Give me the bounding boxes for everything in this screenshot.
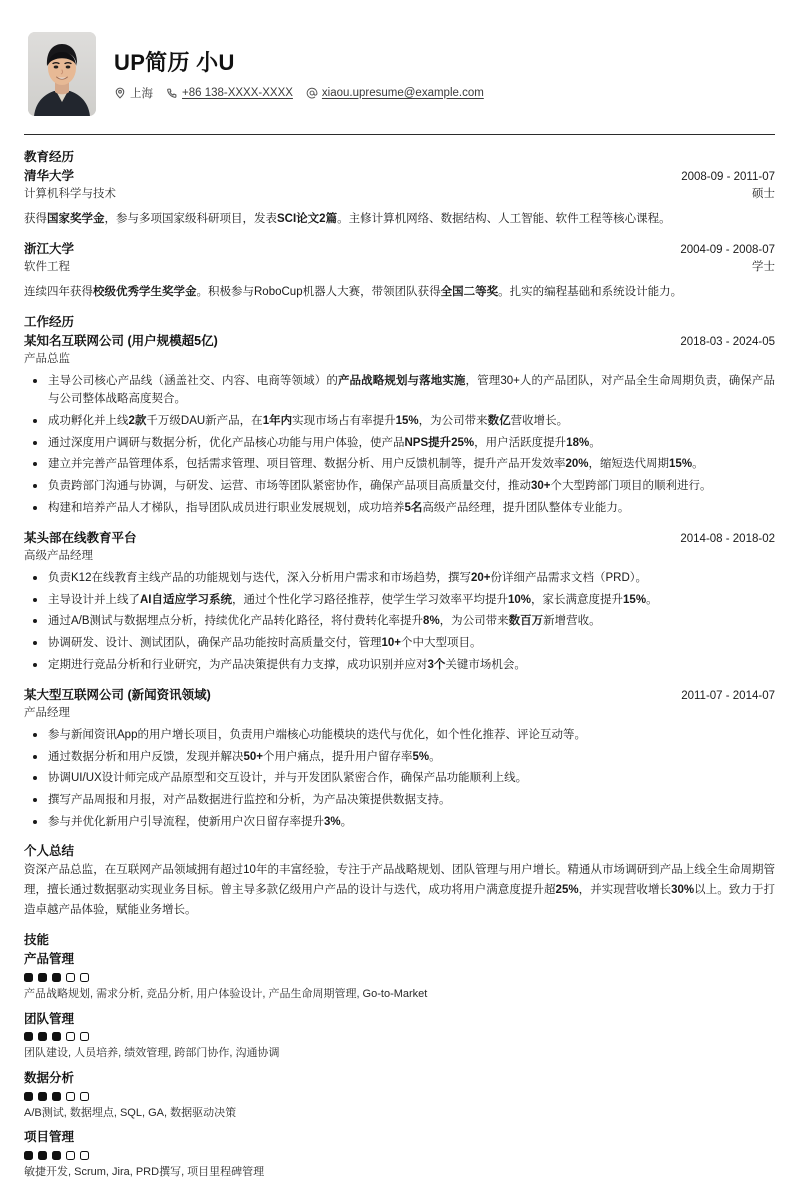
rating-dot-filled [38,973,47,982]
summary-text: 资深产品总监，在互联网产品领域拥有超过10年的丰富经验，专注于产品战略规划、团队管理与用户增长。精通从市场调研到产品上线全生命周期管理，擅长通过数据驱动实现业务目标。曾主导多款亿级用户产品的设计与迭代，成功将用户满意度提升超25%，并实现营收增长30%以上。致力于打造卓越产品体验，赋能业务增长。 [24,864,775,916]
rating-dot-empty [80,973,89,982]
skill-rating [24,973,775,982]
section-title-work: 工作经历 [24,314,75,329]
work-date: 2018-03 - 2024-05 [680,335,775,348]
section-summary [24,843,775,920]
section-work [24,314,775,831]
bullet-item: 成功孵化并上线2款千万级DAU新产品，在1年内实现市场占有率提升15%，为公司带来数亿营收增长。 [24,412,775,431]
skill-tags: A/B测试, 数据埋点, SQL, GA, 数据驱动决策 [24,1106,237,1119]
skill-name: 团队管理 [24,1011,75,1026]
work-role: 产品总监 [24,352,70,365]
rating-dot-filled [24,1032,33,1041]
resume-header [24,28,775,116]
work-company: 某头部在线教育平台 [24,531,137,546]
section-skills [24,932,775,1180]
bullet-item: 撰写产品周报和月报，对产品数据进行监控和分析，为产品决策提供数据支持。 [24,791,775,810]
location-pin-icon [114,87,126,99]
work-company: 某大型互联网公司 (新闻资讯领域) [24,688,211,703]
rating-dot-empty [66,1151,75,1160]
education-date: 2008-09 - 2011-07 [681,170,775,183]
contact-list [114,85,493,101]
skill-name: 产品管理 [24,952,75,967]
at-sign-icon [306,87,318,99]
rating-dot-filled [38,1151,47,1160]
bullet-item: 建立并完善产品管理体系，包括需求管理、项目管理、数据分析、用户反馈机制等，提升产品开发效率20%，缩短迭代周期15%。 [24,455,775,474]
work-company: 某知名互联网公司 (用户规模超5亿) [24,333,218,348]
phone-icon [166,87,178,99]
work-bullet-list [24,726,775,831]
bullet-item: 协调UI/UX设计师完成产品原型和交互设计，并与开发团队紧密合作，确保产品功能顺利上线。 [24,769,775,788]
skill-tags: 团队建设, 人员培养, 绩效管理, 跨部门协作, 沟通协调 [24,1047,280,1060]
skill-name: 项目管理 [24,1130,75,1145]
education-school: 清华大学 [24,168,75,183]
work-role: 高级产品经理 [24,549,93,562]
bullet-item: 负责跨部门沟通与协调，与研发、运营、市场等团队紧密协作，确保产品项目高质量交付，推动30+个大型跨部门项目的顺利进行。 [24,477,775,496]
work-date: 2011-07 - 2014-07 [681,690,775,703]
rating-dot-filled [52,1092,61,1101]
contact-phone-text[interactable]: +86 138-XXXX-XXXX [182,86,293,99]
education-entry [24,167,775,229]
rating-dot-empty [80,1032,89,1041]
work-bullet-list [24,569,775,674]
education-degree: 学士 [752,261,775,274]
bullet-item: 构建和培养产品人才梯队，指导团队成员进行职业发展规划，成功培养5名高级产品经理，提升团队整体专业能力。 [24,499,775,518]
education-major: 计算机科学与技术 [24,187,116,200]
skill-tags: 产品战略规划, 需求分析, 竞品分析, 用户体验设计, 产品生命周期管理, Go-to-Market [24,988,428,1001]
work-entry [24,529,775,674]
work-entry [24,332,775,517]
rating-dot-filled [24,1092,33,1101]
contact-email[interactable] [306,87,484,99]
rating-dot-empty [80,1151,89,1160]
rating-dot-filled [52,1032,61,1041]
bullet-item: 定期进行竞品分析和行业研究，为产品决策提供有力支撑，成功识别并应对3个关键市场机会。 [24,656,775,675]
skill-rating [24,1092,775,1101]
bullet-item: 参与新闻资讯App的用户增长项目，负责用户端核心功能模块的迭代与优化，如个性化推荐、评论互动等。 [24,726,775,745]
section-title-skills: 技能 [24,933,50,948]
rating-dot-empty [66,973,75,982]
skill-tags: 敏捷开发, Scrum, Jira, PRD撰写, 项目里程碑管理 [24,1165,265,1178]
rating-dot-empty [66,1092,75,1101]
section-title-summary: 个人总结 [24,844,75,859]
contact-phone[interactable] [166,87,293,99]
rating-dot-empty [80,1092,89,1101]
rating-dot-filled [38,1092,47,1101]
rating-dot-filled [24,973,33,982]
education-major: 软件工程 [24,261,70,274]
bullet-item: 通过A/B测试与数据埋点分析，持续优化产品转化路径，将付费转化率提升8%，为公司带来数百万新增营收。 [24,612,775,631]
identity-block [114,47,493,100]
education-description: 获得国家奖学金，参与多项国家级科研项目，发表SCI论文2篇。主修计算机网络、数据结构、人工智能、软件工程等核心课程。 [24,212,671,225]
skill-item [24,1069,775,1121]
work-date: 2014-08 - 2018-02 [680,533,775,546]
contact-location-text: 上海 [130,87,153,100]
section-title-education: 教育经历 [24,150,75,164]
bullet-item: 参与并优化新用户引导流程，使新用户次日留存率提升3%。 [24,813,775,832]
rating-dot-filled [52,1151,61,1160]
contact-email-text[interactable]: xiaou.upresume@example.com [321,86,484,99]
education-date: 2004-09 - 2008-07 [680,244,775,257]
skill-item [24,950,775,1002]
bullet-item: 通过数据分析和用户反馈，发现并解决50+个用户痛点，提升用户留存率5%。 [24,748,775,767]
skill-rating [24,1032,775,1041]
rating-dot-filled [24,1151,33,1160]
rating-dot-empty [66,1032,75,1041]
education-entry [24,240,775,302]
rating-dot-filled [52,973,61,982]
rating-dot-filled [38,1032,47,1041]
header-divider [24,134,775,135]
section-education [24,149,775,302]
skill-name: 数据分析 [24,1070,75,1085]
bullet-item: 主导设计并上线了AI自适应学习系统，通过个性化学习路径推荐，使学生学习效率平均提升10%，家长满意度提升15%。 [24,591,775,610]
skill-item [24,1128,775,1180]
bullet-item: 通过深度用户调研与数据分析，优化产品核心功能与用户体验，使产品NPS提升25%，用户活跃度提升18%。 [24,434,775,453]
bullet-item: 协调研发、设计、测试团队，确保产品功能按时高质量交付，管理10+个中大型项目。 [24,634,775,653]
bullet-item: 负责K12在线教育主线产品的功能规划与迭代，深入分析用户需求和市场趋势，撰写20+份详细产品需求文档（PRD）。 [24,569,775,588]
education-description: 连续四年获得校级优秀学生奖学金。积极参与RoboCup机器人大赛，带领团队获得全国二等奖。扎实的编程基础和系统设计能力。 [24,286,683,299]
work-role: 产品经理 [24,706,70,719]
avatar [28,32,96,116]
skills-list [24,950,775,1180]
work-bullet-list [24,372,775,517]
contact-location [114,85,153,101]
skill-rating [24,1151,775,1160]
skill-item [24,1010,775,1062]
work-entry [24,686,775,831]
bullet-item: 主导公司核心产品线（涵盖社交、内容、电商等领域）的产品战略规划与落地实施，管理30+人的产品团队，对产品全生命周期负责，确保产品与公司整体战略高度契合。 [24,372,775,409]
education-school: 浙江大学 [24,242,75,257]
education-degree: 硕士 [752,187,775,200]
page-title: UP简历 小U [114,50,235,76]
